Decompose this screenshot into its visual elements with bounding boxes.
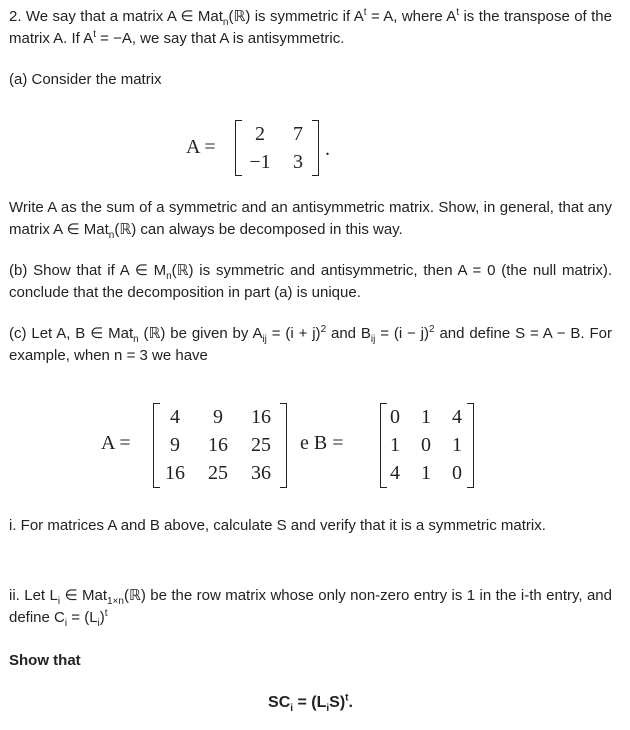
- intro-text-3: = A, where A: [366, 8, 457, 25]
- matrix-b-cell-1-1: 0: [421, 434, 431, 456]
- part-c-sup-2: 2: [320, 324, 327, 335]
- part-ii-paragraph: [9, 585, 612, 629]
- part-a-sub-n: n: [108, 230, 115, 241]
- matrix-a-large-cell-0-1: 9: [213, 406, 223, 428]
- part-c-text-6: and define S = A − B. For example, when n = 3 we have: [9, 325, 612, 364]
- matrix-b-cell-1-0: 1: [390, 434, 400, 456]
- formula-sup-t: t: [345, 692, 349, 704]
- matrix-b: [380, 403, 474, 488]
- part-c-text-1: (c) Let A, B ∈ Mat: [9, 325, 134, 342]
- formula-text-3: S): [329, 694, 346, 711]
- matrix-a-large-cell-2-0: 16: [165, 462, 185, 484]
- part-c-text-4: and B: [326, 325, 371, 342]
- part-ii-sup-t: t: [104, 608, 108, 619]
- right-bracket: [467, 403, 474, 488]
- formula-text-1: SC: [268, 694, 291, 711]
- formula-sub-i2: i: [326, 703, 330, 715]
- matrix-a-large: [153, 403, 287, 488]
- formula-text-4: .: [348, 694, 353, 711]
- matrix-b-cell-0-1: 1: [421, 406, 431, 428]
- left-bracket: [380, 403, 387, 488]
- matrix-b-cell-2-1: 1: [421, 462, 431, 484]
- matrix-b-label: e B =: [300, 432, 344, 454]
- matrix-a-large-cell-0-2: 16: [251, 406, 271, 428]
- part-c-text-2: (ℝ) be given by A: [138, 325, 263, 342]
- intro-text-2: (ℝ) is symmetric if A: [228, 8, 364, 25]
- right-bracket: [280, 403, 287, 488]
- part-c-sub-n: n: [133, 334, 139, 345]
- part-b-text-2: (ℝ) is symmetric and antisymmetric, then A = 0 (the null matrix). conclude that the decomposition in part (a) is unique.: [9, 262, 612, 301]
- matrix-a-large-cell-1-0: 9: [170, 434, 180, 456]
- matrix-a-small-cell-1-1: 3: [293, 151, 303, 173]
- part-c-sub-ij: ij: [262, 334, 267, 345]
- intro-sup-t2: t: [456, 7, 460, 18]
- intro-text-5: = −A, we say that A is antisymmetric.: [95, 30, 345, 47]
- part-ii-sub-i2: i: [64, 618, 68, 629]
- matrix-a-small-period: .: [325, 138, 330, 160]
- part-c-sup-2b: 2: [429, 324, 435, 335]
- part-c-paragraph: [9, 323, 612, 367]
- matrix-a-large-label: A =: [101, 432, 131, 454]
- matrix-a-large-cell-0-0: 4: [170, 406, 180, 428]
- right-bracket: [312, 120, 319, 176]
- part-ii-text-5: ): [99, 609, 105, 626]
- matrix-b-cell-0-0: 0: [390, 406, 400, 428]
- part-b-text-1: (b) Show that if A ∈ M: [9, 262, 167, 279]
- part-a-paragraph: [9, 197, 612, 241]
- part-b-paragraph: [9, 260, 612, 304]
- intro-sup-t: t: [363, 7, 367, 18]
- intro-text-1: 2. We say that a matrix A ∈ Mat: [9, 8, 223, 25]
- part-ii-text-2: ∈ Mat: [60, 587, 107, 604]
- matrix-b-cell-1-2: 1: [452, 434, 462, 456]
- part-ii-sub-dim: 1×n: [107, 596, 124, 607]
- matrix-a-small-label: A =: [186, 136, 216, 158]
- part-a-heading: (a) Consider the matrix: [9, 71, 162, 88]
- formula-text-2: = (L: [293, 694, 327, 711]
- matrix-a-small-cell-1-0: −1: [249, 151, 271, 173]
- intro-sup-t3: t: [93, 29, 96, 40]
- matrix-a-small-cell-0-1: 7: [293, 123, 303, 145]
- part-b-sub-n: n: [166, 271, 172, 282]
- matrix-a-small: [235, 120, 319, 176]
- matrix-a-large-cell-2-2: 36: [251, 462, 271, 484]
- matrix-a-small-cell-0-0: 2: [255, 123, 265, 145]
- part-ii-sub-i3: i: [97, 618, 100, 629]
- part-a-text-2: (ℝ) can always be decomposed in this way.: [114, 221, 403, 238]
- intro-text-4: is the transpose of the matrix A. If A: [9, 8, 612, 47]
- matrix-a-large-cell-1-2: 25: [251, 434, 271, 456]
- matrix-a-large-cell-2-1: 25: [208, 462, 228, 484]
- part-c-text-3: = (i + j): [266, 325, 321, 342]
- part-i-paragraph: i. For matrices A and B above, calculate S and verify that it is a symmetric matrix.: [9, 517, 546, 534]
- part-a-text-1: Write A as the sum of a symmetric and an antisymmetric matrix. Show, in general, that any matrix A ∈ Mat: [9, 199, 612, 238]
- formula-sub-i: i: [290, 703, 294, 715]
- matrix-b-cell-2-2: 0: [452, 462, 462, 484]
- matrix-b-cell-2-0: 4: [390, 462, 400, 484]
- matrix-a-large-cell-1-1: 16: [208, 434, 228, 456]
- intro-sub-n: n: [222, 17, 229, 28]
- matrix-b-cell-0-2: 4: [452, 406, 462, 428]
- left-bracket: [235, 120, 242, 176]
- part-ii-text-3: (ℝ) be the row matrix whose only non-zero entry is 1 in the i-th entry, and define C: [9, 587, 612, 626]
- part-ii-sub-i: i: [57, 596, 61, 607]
- part-c-text-5: = (i − j): [375, 325, 430, 342]
- part-c-sub-ij2: ij: [370, 334, 376, 345]
- show-that-label: Show that: [9, 652, 81, 669]
- part-ii-text-1: ii. Let L: [9, 587, 58, 604]
- show-that-formula: [9, 692, 612, 714]
- part-ii-text-4: = (L: [67, 609, 98, 626]
- intro-paragraph: [9, 6, 612, 50]
- left-bracket: [153, 403, 160, 488]
